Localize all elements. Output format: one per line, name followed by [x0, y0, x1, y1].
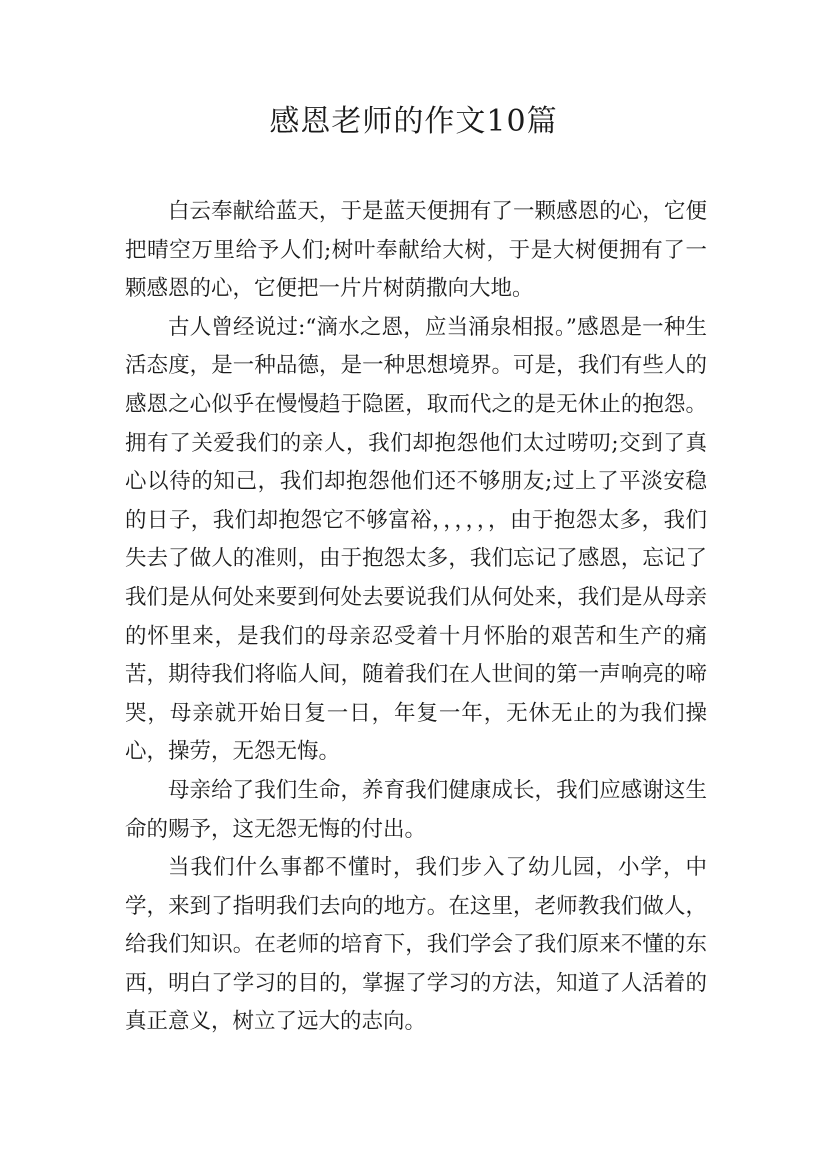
paragraph-1: 白云奉献给蓝天，于是蓝天便拥有了一颗感恩的心，它便把晴空万里给予人们;树叶奉献给大树，于是大树便拥有了一颗感恩的心，它便把一片片树荫撒向大地。: [125, 199, 707, 302]
document-title: 感恩老师的作文10篇: [269, 104, 558, 139]
paragraph-4: 当我们什么事都不懂时，我们步入了幼儿园，小学，中学，来到了指明我们去向的地方。在这里，老师教我们做人，给我们知识。在老师的培育下，我们学会了我们原来不懂的东西，明白了学习的目的，掌握了学习的方法，知道了人活着的真正意义，树立了远大的志向。: [125, 855, 707, 1035]
document-body: [125, 193, 707, 1042]
paragraph-2: 古人曾经说过:“滴水之恩，应当涌泉相报。”感恩是一种生活态度，是一种品德，是一种思想境界。可是，我们有些人的感恩之心似乎在慢慢趋于隐匿，取而代之的是无休止的抱怨。拥有了关爱我们的亲人，我们却抱怨他们太过唠叨;交到了真心以待的知己，我们却抱怨他们还不够朋友;过上了平淡安稳的日子，我们却抱怨它不够富裕，，，，，，由于抱怨太多，我们失去了做人的准则，由于抱怨太多，我们忘记了感恩，忘记了我们是从何处来要到何处去要说我们从何处来，我们是从母亲的怀里来，是我们的母亲忍受着十月怀胎的艰苦和生产的痛苦，期待我们将临人间，随着我们在人世间的第一声响亮的啼哭，母亲就开始日复一日，年复一年，无休无止的为我们操心，操劳，无怨无悔。: [125, 314, 707, 765]
paragraph-3: 母亲给了我们生命，养育我们健康成长，我们应感谢这生命的赐予，这无怨无悔的付出。: [125, 777, 707, 842]
